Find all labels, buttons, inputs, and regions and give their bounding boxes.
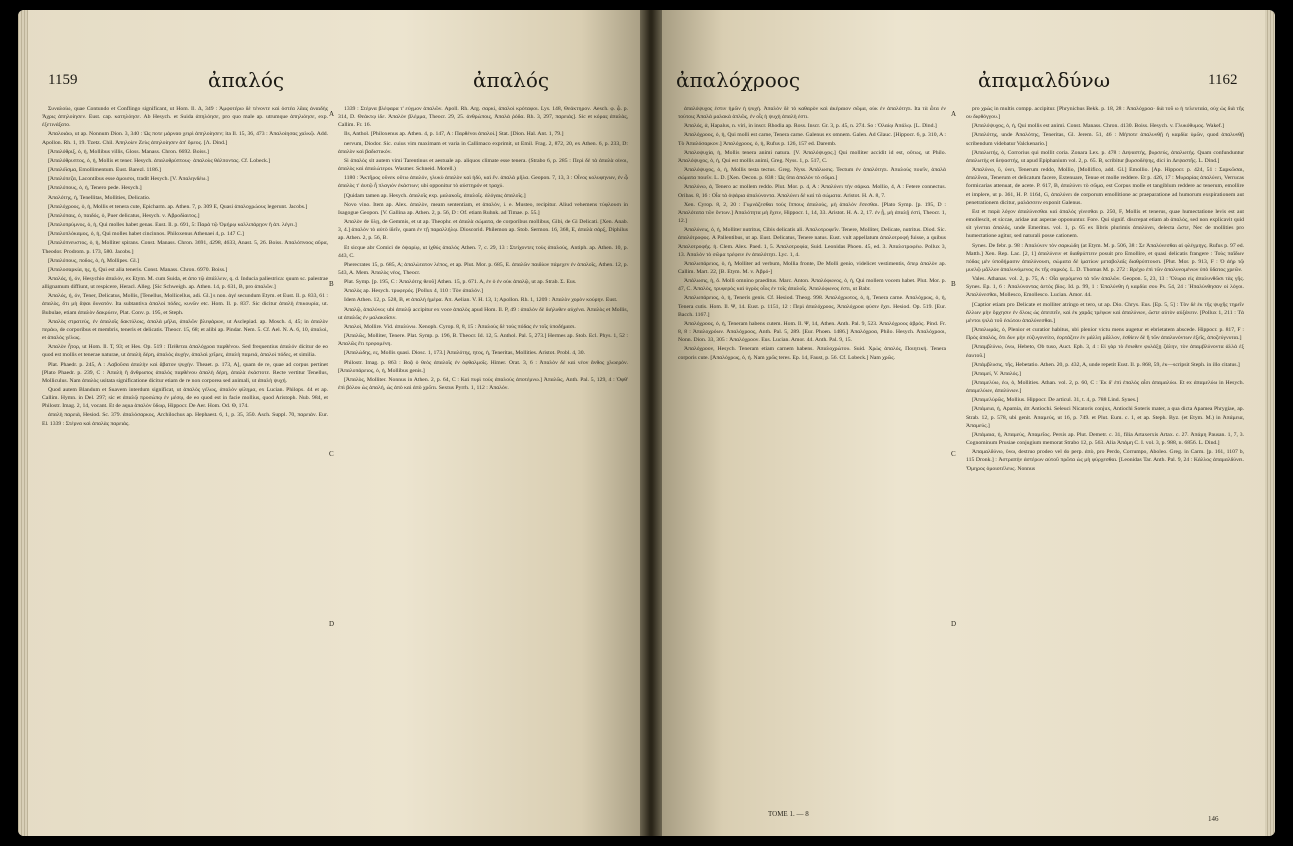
dictionary-entry: [Ἀπαλόψυχος, ὁ, ἡ, Qui mollis est animi. Const. Manass. Chron. 4130. Boiss. Hesych. v. Γλυκόθυμος. Wakef.]	[972, 123, 1225, 130]
right-margin-letter-c: C	[951, 450, 956, 458]
book-spread	[18, 10, 1275, 836]
dictionary-entry: Plat. Symp. [p. 195, C : Ἁπαλότης θεοῦ] Athen. 15, p. 671. A, ἐν ὁ ἐν οὐκ ἁπαλῷ, ut ap. Strab. Σ. Eus.	[344, 279, 577, 286]
footer-number: 146	[1208, 815, 1219, 823]
dictionary-entry: Est et παρὰ λόγον ἁπαλύνεσθαι καὶ ἁπαλός γίνεσθαι p. 250, F, Mollis et tenerus, quae humectatione levis est aut emollescit, et siccae, aridae aut asperae opponuntur. Fore. Qui signif. discrepat etiam ab ἁπαλός, sed non explicavit quid sit γίνεται ἁπαλός, unde Emeritus. vol. 1, p. 65 ex Iibris plurimis ἁπαλύνει, delecta ὥστε, Nec de mollities pro humectatione agitur, sed naturali posse cationem.	[966, 208, 1244, 240]
dictionary-entry: Novo vino. Item ap. Alex. ἁπαλὸν, meam sententiam, et ἁπαλὸν, i. e. Musteo, recipitur. Aliud vehemens τύφλουσι in Isagogue Geopon. [V. Gallina ap. Athen. 2, p. 56, D : Of. etiam Ruhnk. ad Timae. p. 55.]	[338, 201, 628, 216]
dictionary-entry: Plat. Phaedr. p. 245, A : Λαβοῦσα ἁπαλὴν καὶ ἄβατον ψυχήν. Theaet. p. 173, A], quam de re, quae ad corpus pertinet [Plato Phaedr. p. 239, C : Ἁπαλὴ ἢ ἄνθρωπος ἁπαλὸς παρθένου ἁπαλὴ δέρη, ἁπαλὰ ἑκάστοτε. Recte vertitur Tenellus, Molliculus. Nam ἁπαλὸς usitata significatione dicitur etiam de re non corporea sed animali, ut ἁπαλὴ ψυχή.	[42, 361, 328, 384]
dictionary-entry: Ἀπαλὸς στρατεὺς, ἐν ἁπαλοῖς δακτύλοις, ἁπαλὰ μῆλα, ἁπαλῶν βλεφάρων, ut Asclepiad. ap. Mosch. 4, 45; in ἁπαλὸν περάω, de corporibus et membris, teneris et delicatis. Theocr. 15, 68; et alibi ap. Pindar. Nem. 5. Cf. Ael. N. A. 6, 10, ἁπαλοὶ, et ἁπαλὸς γέλως.	[42, 318, 328, 342]
right-running-head-left: ἀπαλόχροος	[676, 68, 801, 92]
dictionary-entry: [Ἀπαλώδης, ες, Mollis quasi. Diosc. 1, 173.] Ἁπαλότης, ητος, ἡ, Teneritas, Mollities. Aristot. Probl. 4, 30.	[344, 350, 585, 357]
dictionary-entry: Ἀπαλόψυχος, ὁ, ἡ, Mollis testa tectus. Greg. Nyss. Ἀπάλωσις. Tectum ἐν ἁπαλότητι. Ἀπαλοὺς ποιεῖν, ἁπαλὰ σώματα ποιεῖν. L. D. [Xen. Oecon. p. 838 : Ὡς ὕπα ἁπαλὸν τὸ σῶμα.]	[678, 167, 946, 182]
dictionary-entry: Philostr. Imag. p. 863 : Βοᾷ ὁ θεὸς ἁπαλοῖς ἐν ὀφθαλμοῖς. Himer. Orat. 3, 6 : Ἀπαλὸν δὲ καὶ νέον ἄνθος χλωερόν. [Ἀπαλοπάρειος, ὁ, ἡ, Mollibus genis.]	[338, 359, 628, 374]
dictionary-entry: Ἀπαλός, ἁ, Hapalus, n. viri, in inscr. Rhodia ap. Ross. Inscr. Gr. 3, p. 45, n. 274. So : Ὀλαίῳ Ἀπάλῳ. [L. Dind.]	[684, 123, 937, 130]
right-column-a	[678, 105, 946, 805]
dictionary-entry: pro χρὼς in multis compp. accipitur. [Phrynichus Bekk. p. 18, 28 : Ἀπαλόχροα· διὰ τοῦ ω ἡ τελευταία, οὐχ ὡς διὰ τῆς ου διφθόγγου.]	[966, 106, 1244, 121]
dictionary-entry: Ils, Anthol. [Philoxenus ap. Athen. 4, p. 147, A : Παρθένοι ἁπαλοί.] Stat. [Dion. Hal. Ant. 1, 79.]	[344, 131, 564, 138]
dictionary-entry: Ἀπαλός, ή, όν, Hesychio ἁπαλόν, ex Etym. M. cum Suida, et ἀπο τῷ ἁπάλλειν, q. d. Inducia paliestrica: quum sc. palestrae allignamum diffiunt, ut respicere, Heracl. Alleg. [Sic Schweigh. ap. Athen. 14, p. 631, B, pro ἀπαλῶν.]	[42, 275, 328, 291]
right-margin-letter-b: B	[951, 280, 956, 288]
dictionary-entry: Vales. Athanas. vol. 2, p. 75, A : Οἷα φερόμενα τὰ τῶν ἁπαλῶν. Geopon. 5, 23, 13 : Ὄλυρα εἰς ἁπαλυνθῶσι τὰς γῆς. Synes. Ep. 1, 6 : Ἀπαλύνοντας ἀετὸς βίος. Id. p. 99, 1 : Ἐπαλύνθη ἡ καρδία σου Ps. 54, 24 : Ἡπαλύνθησαν οἱ λόγοι. Ἀπαλύνεσθαι, Mollesco, Emollesco. Lucian. Amor. 44.	[966, 276, 1244, 299]
dictionary-entry: [Ἀπαλοπρύμνος, ὁ, ἡ, Qui molles habet genas. Eust. Il. p. 691, 5: Παρὰ τῷ Ὁμήρῳ καλλιπάρῃον ἢ ἀπ. λέγει.]	[48, 222, 297, 229]
dictionary-entry: [Ἀπαμελύρῶς, Mollius. Hippocr. De articul. 31, t. 4, p. 788 Lind. Synes.]	[972, 397, 1139, 404]
dictionary-entry: [Ἀπαλῶς, Molliter, Tenere. Plat. Symp. p. 196, B. Theocr. Id. 12, 5. Anthol. Pal. 5, 273.] Hermes ap. Stob. Ecl. Phys. 1, 52 : Ἀπαλῶς ἔτι τρεφομένη.	[338, 333, 628, 348]
dictionary-entry: Ἀπαλὸν de ὕλῃ, de Gemmis, et ut ap. Theophr. et ἁπαλὰ σώματα, de corporibus mollibus, Gibi, de Gi Delicati. [Xen. Anab. 3, 4.] ἀπαλὸν τὸ αὐτὸ ἰδεῖν, quam ἐν τῇ παραλλήλῳ. Dioscorid. Philemon ap. Stob. Sermon. 16, 368, E, ἀπαλὰ σάρξ, Diphilus ap. Athen. 2, p. 56, B.	[338, 219, 628, 242]
left-column-a	[42, 105, 328, 820]
dictionary-entry: Συναλοίω, quae Contundo et Conflingo significant, ut Hom. Il. Δ, 349 : Ἀμφοτέρω δὲ τένοντε καὶ ὀστέα λᾶας ἀναιδὴς Ἄχρις ἀπηλοίησεν. Eust. cap. κατηλόησε. Ab Hesych. et Suida ἀπηλόησε, pro quo male ap. utrumque ἀπηλιόησε, exp. ἐξετινάξατο.	[42, 106, 328, 129]
dictionary-entry: [Ἀπάμεια, ἡ, Apamia, ἁπ Antiochi. Seleuci Nicatoris conjux, Antiochi Soteris mater, a qua dicta Apamea Phrygiae, ap. Strab. 12, p. 578, ubi genit. Ἀπαμεύς, ut 16, p. 749. et Plut. Eum. c. 1, et ap. Steph. Byz. (et Etym. M.) in Ἀπάμεια, Ἀπαμεύς.]	[966, 406, 1244, 429]
dictionary-entry: Ἀπαλωπάρειος, ὁ, ἡ, Molliter ad verbum, Mollia fronte, De Molli genio, videlicet vestimentis, ὅπερ ἁπαλὸν ap. Callim. Mart. 22, [B. Etym. M. v. Ἀβρό-]	[678, 260, 946, 275]
right-running-head: ἀπαμαλδύνω	[978, 68, 1111, 92]
left-page-edge	[18, 10, 28, 836]
dictionary-entry: [Ἀπαλόχροος, ὁ, ἡ, Mollis et tenera cute, Epicharm. ap. Athen. 7, p. 309 E, Quasi ἀπαλοχρώους legerunt. Jacobs.]	[48, 203, 308, 210]
dictionary-entry: Ἀπαλόχροος, ὁ, ἡ, Teneram habens cutem. Hom. Il. Ψ, 14, Athen. Anth. Pal. 9, 523. Ἀπαλόχροος ἁβρός. Pind. Fr. 8, 8 : Ἀπαλοχρόων. Ἀπαλόχροος, Anth. Pal. 5, 289. [Eur. Phoen. 1486.] Ἀπαλόχροα, Philo. Hesych. Ἀπαλόχροοι, Nonn. Dion. 33, 305 : Ἀπαλόχροον. Eus. Lucian. Amor. 44. Anth. Pal. 9, 15.	[678, 320, 946, 344]
dictionary-entry: [Ἀπαλόπαις, ὁ, παιδός, ὁ, Puer delicatus, Hesych. v. Ἁβροδίαιτος.]	[48, 212, 200, 219]
left-page	[18, 10, 658, 836]
dictionary-entry: [Ἀπαμβλύνω, ῠνω, Hebeto, Ob tuso, Auct. Eph. 3, 4 : Εἰ γὰρ τὸ ἔσωθεν φυλάξῃ ζάλην, τὸν ἁπαμβλύνοντα ἀλλὰ ἐξ ἑαυτοῦ.]	[966, 344, 1244, 359]
margin-letter-c: C	[329, 450, 334, 458]
dictionary-entry: [Ἀπαμελύω, ἐω, ὁ, Mollities. Athan. vol. 2, p. 60, C : Ἐκ δ' ἐπὶ ἐπαλὸς αἶσι ἁπαμαλύω. Et ex ἀπαμελύω in Hesych. ἁπαμελύων, ἁπαλύνων.]	[966, 380, 1244, 395]
dictionary-entry: Idem Athen. 12, p. 528, B, et ἀπαλὴ ἡμέρα. Ἀπ. Aelian. V. H. 13, 1; Apollon. Rh. 1, 1209 : Ἁπαλὸν χορὸν κούρην. Eust.	[344, 297, 618, 304]
footer-signature: TOME 1. — 8	[768, 810, 809, 818]
dictionary-entry: Ἀπαλὸς ap. Hesych. τρυφερός. [Pollux 4, 110 : Τὸν ἀπαλόν.]	[344, 288, 483, 295]
dictionary-entry: [Ἀπαλόθριξ, ὁ, ἡ, Mollibus villis, Gloss. Manass. Chron. 6692. Boiss.]	[48, 148, 209, 155]
right-page-number: 1162	[1208, 72, 1238, 88]
dictionary-entry: [Ἀπαλόπνευστος, ὁ, ἡ, Molliter spirans. Const. Manass. Chron. 3691, 4298, 4633, Anast. 5, 26. Boiss. Ἀπαλόπνοος αὔρα, Theodor. Prodrom. p. 173, 580. Jacobs.]	[42, 240, 328, 255]
dictionary-entry: [Ἀπαλόπους, ὁ, ἡ, Tenero pede. Hesych.]	[48, 185, 142, 192]
dictionary-entry: [Quidam tamen ap. Hesych. ἁπαλοῖς exp. μαλακοῖς, ἀπαλοῖς. ἁλόγαις ἁπαλοῖς.]	[344, 192, 526, 199]
dictionary-entry: Quod autem Blandum et Suavem interdum significat, ut ἁπαλὸς γέλως, ἁπαλὸν φίλημα, ex Lucian. Philops. 44 et ap. Callim. Hymn. in Del. 297; sic et ἁπαλῷ προσώπῳ ἐν μέσῳ, de eo quod est in facie mollius, quod Aristoph. Nub. 984, et Philostr. Imag. 2, 14, vocant. Et de aqua ἁπαλὸν ὕδωρ, Hippocr. De Aer. Hom. Od. Θ, 174.	[42, 387, 328, 410]
dictionary-entry: [Ἀπάμβλυσις, τῆς, Hebetatio. Athen. 20, p. 432, A, unde repetit Eust. Il. p. 868, 59, ἐκ—scripsit Steph. in illo citatus.]	[972, 361, 1240, 368]
dictionary-entry: Pherecrates 15, p. 685, A; ἁπαλώτατον λέπος, et ap. Plut. Mor. p. 685, E. ἀπαλῶν παιδίων πάρεχεν ἐν ἀπαλοῖς, Athen. 12, p. 543, A. Mem. Ἁπαλὸς νέος, Theocr.	[338, 261, 628, 276]
dictionary-entry: Ἀπαλύνεις, ὁ, ἡ, Molliter nutritus, Cibis delicatis ali. Ἀπαλοτροφεῖν. Tenere, Molliter, Delicate, nutritus. Diod. Sic. ἁπαλότροφος. A Pallentibus, ut ap. Eust. Delicatus, Tenere natus. Eust. vult appellatum ἀπαλοτροφή fuisse, a quibus Ἀπαλοτροφής. ἡ. Clem. Alex. Paed. 1, 5. Ἀπαλοτροφία, Suid. Leonidas Phoen. 45, ed. 3. Ἀπαλοτροφέω. Pollux 3, 13. Ἀπαλὸν τὸ σῶμα τρέφειν ἐν ἁπαλότητι. Lyc. 1, 4.	[678, 227, 946, 258]
dictionary-entry: Ἀπαλύνω, ῡ, ύνει, Tenerum reddo, Mollio, [Mollifico, add. Gl.] Emollio. [Ap. Hippocr. p. 424, 51 : Σαρκῶσαι, ἁπαλῦναι, Tenerum et delicatum facere, Extenuare, Tenue et molle reddere. Et p. 426, 17 : Μυραρίας ἁπαλύνει, Verrucas formicarias attenuat, de acete. P. 617, B, ἁπαλύνει τὸ σῶμα, est Corpus molle et tangiblum reddere ac tenerum, emollire et implere, ut p. 361, H. P. 1164, G, ἁπαλύνει de corporum emollitione ac praeparatione ad humorum exspirationem aut penetrationem dicitur, μαλάσσειν exponit Galenus.	[966, 167, 1244, 206]
dictionary-entry: Ἀπαλοιάω, ut ap. Nonnum Dion. 3, 340 : Ὡς ποτε μάρναο χειρὶ ἀπηλοίησεν; ita Il. 15, 36, 473 : Ἀπαλοίησας χαλκῷ. Add. Apollon. Rh. 1, 19. Tzetz. Chil. Ἀπηλοίεν Ζεὺς ἀπηλοίησεν ἀπ' ὄρεος. [Λ. Dind.]	[42, 131, 328, 146]
dictionary-entry: [Ἀπαμεί, V. Ἀπαλός.]	[972, 370, 1022, 377]
dictionary-entry: Ἀπαλωπάρειος, ὁ, ἡ, Teneris genis. Cf. Hesiod. Theog. 998. Ἀπαλόχρωτος, ὁ, ἡ, Tenera carne. Ἀπαλόχρως, ὁ, ἡ, Tenera cutis. Hom. Il. Ψ, 14. Eust. p. 1151, 12 : Περὶ ἁπαλόχροος, Ἀπαλόχροα φύσιν ἔχει. Hesiod. Op. 519. [Eur. Bacch. 1167.]	[678, 295, 946, 318]
dictionary-entry: Ἁπαλῷ, ἁπαλύνω; ubi ἁπαλῷ accipitur ex voce ἁπαλὸς apud Hom. Il. Ρ, 49 : ἁπαλὸν δὲ διήλυθεν αὐχένα. Ἁπαλὸς et Mollis, ut ἀπαλῶς ἐν μαλακοῖσιν.	[338, 306, 628, 321]
right-page	[648, 10, 1275, 836]
dictionary-entry: [Ἀπαλόθρυπτος, ὁ, ἡ, Mollis et tener. Hesych. ἀπαλοθρύπτους· ἀπαλοὺς θάλποντας. Cf. Lobeck.]	[48, 157, 271, 164]
dictionary-entry: [Ἀπαλὸς, Molliter. Nonnus in Athen. 2, p. 64, C : Καὶ πυρὶ τοὺς ἀπαλοὺς ἀποτέμνω.] Ἁπαλῶς, Anth. Pal. 5, 129, 4 : Ὀφθ' ἐπὶ βόλου ὡς ἁπαλή, ὡς ἀπὸ καὶ ἀπὸ χρῶτι. Sextus Pyrrh. 1, 112 : Ἀπαλόν.	[338, 376, 628, 391]
dictionary-entry: nervum, Diodor. Sic. cuius vim maximam et varia in Callimaco exprimit, ut Emil. Frag. 2, 872, 20, ex Athen. 6, p. 233, D: ἁπαλὸν καὶ βαδιστικόν.	[338, 140, 628, 155]
dictionary-entry: Ἁπαλοὶ, Mollire. Vid. ἀπαλύνω. Xenoph. Cyrop. 8, 8, 15 : Ἀπαλοὺς δὲ τοὺς πόδας ἐν τοῖς ὑποδήμασι.	[344, 323, 576, 330]
left-page-number: 1159	[48, 72, 78, 88]
right-column-b	[966, 105, 1244, 805]
dictionary-entry: ἁπαλόψυχος ἐστιν ἡμῶν ἡ ψυχή. Ἀπαλὸν δὲ τὸ καθαρὸν καὶ ἀκέραιον σῶμα, οὐκ ἐν ἁπαλότητι. Ita τὰ ὦτα ἐν τούτοις Ἀπαλὰ μαλακὰ ἁπλῶς, ἐν οἷς ἡ ψυχὴ ἁπαλὴ ἐστι.	[678, 106, 946, 121]
dictionary-entry: Ἀπάλωσις, ἡ, ὅ. Molli omnino praeditus. Marc. Anton. Ἀπαλόφωνος, ὁ, ἡ, Qui mollem vocem habet. Plut. Mor. p. 47, C. Ἀπαλὸς, τρυφερὸς καὶ ὑγρὸς οἷος ἐν τοῖς ἁπαλοῖς. Ἀπαλόφωνος ἐστι, ut Babr.	[678, 278, 946, 293]
dictionary-entry: Si ἁπαλὸς sit autem vimi Tarentinus et aestuale ap. aliquos climate esse tenera. (Strabo 6, p. 285 : Περὶ δὲ τὰ ἀπαλὰ οἰνοι, ἁπαλὸς καὶ ἀπαλώτεροι. Wasmer. Schneid. Morell.)	[338, 157, 628, 173]
dictionary-entry: Ἀπαλύνω, ἁ, Tenero ac mollem reddo. Plut. Mor. p. 4, A : Ἀπαλύνει τὴν σάρκα. Mollio, 4, A : Fetere connectus. Oribas. 8, 16 : Οἷα τὰ ὀψάρια ἁπαλύνοντα. Ἁπαλύνει δὲ καὶ τὰ σώματα. Aristot. H. A. 8, 7.	[678, 184, 946, 199]
margin-letter-a: A	[329, 110, 335, 118]
dictionary-entry: Xen. Cyrop. 8, 2, 20 : Γυμνάζεσθαι τοὺς ἵππους ἁπαλοὺς, μὴ ἁπαλὸν ἔσεσθαι. [Plato Symp. [p. 195, D : Ἁπαλότατα τῶν ὄντων.] Ἀπαλότητα μὴ ἔχειν, Hippocr. 1, 14, 33. Aristot. H. A. 2, 17. ἐν ᾗ, μὴ ἁπαλῇ ἐστὶ, Theocr. 1, 12.]	[678, 201, 946, 225]
dictionary-entry: [Captior etiam pro Delicate et molliter atringo et tero, ut ap. Dio. Chrys. Eus. [Ep. 5, 5] : Τὸν δὲ ἐκ τῆς ψυχῆς τηρεῖν ἄλλων μὴν ὄρχησιν ἐν ὅλοις ὡς ἀπειπεῖν, καὶ ἐκ χαρᾶς τρέφων καὶ ἁπαλύνων, ὥστε αὐτὸν αὐξάνειν. [Pollux 1, 211 : Τὰ μέντοι ψιλὰ τοῦ ἐσώτου ἁπαλύνεσθαι.]	[966, 301, 1244, 324]
dictionary-entry: Ἀπαλόχροον, Hesych. Teneram etiam carnem habens. Ἀπαλοχρώτου. Suid. Χρὼς ἁπαλός, Ποιητική. Tenera corporis cute. [Ἀπαλόχρως, ὁ, ἡ. Nam χρῶς teres. Ep. 14, Faust, p. 56. Cf. Lobeck.] Nam χρῶς.	[678, 346, 946, 361]
dictionary-entry: Ἀπαλόχροος, ὁ, ἡ, Qui molli est carne, Tenera carne. Galenus ex omnem. Galen. Ad Glauc. [Hippocr. 6, p. 310, A : Τὸ Ἀπαλόσαρκον.] Ἀπαλόχροος, ὁ, ἡ, Rufus p. 126, 157 ed. Daremb.	[678, 132, 946, 147]
dictionary-entry: [Ἀπαλωτής, ὁ, Corrorius qui mollit coria. Zonara Lex. p. 478 : Δεψαστής, βυρσεύς, ἁπαλωτής. Quam confunduntur ἁπαλωτὴς et δεψαστής, ut apud Epiphanium vol. 2, p. 65. B, scribitur βυρσοδέψης, dici in Δεψαστῆς. L. Dind.]	[966, 149, 1244, 164]
right-page-edge	[1265, 10, 1275, 836]
left-running-head: ἀπαλός	[208, 68, 285, 92]
dictionary-entry: Ἁπαλός, ή, όν, Tener, Delicatus, Mollis, [Tenellus, Mollicellus, adi. Gl.] s non. ἀγέ secundum Etym. et Eust. Il. p. 833, 61 : ἁπαλὸς, ὅτι μὴ ἅψαι δυνατόν. Ita subtantiva ἀπαλοὶ πόδες, κυνῶν etc. Hom. Il. p. 837. Sic dicitur ἁπαλὴ ἐπικουρία, ut. Bubulae, etiam ἀπαλὸν δακρύειν, Plat. Conv. p. 195, et Steph.	[42, 293, 328, 316]
dictionary-entry: [Ἀπαλωμάς, ὁ, Plenior et curatior habitus, ubi plenior victu mens augetur et ebrietatem abscede. Hippocr. p. 817, F : Πρὸς ἀπαλὸς, ὅτι δυν μὴν εὐζυγονείτο, ἐορτάζειν ἐν μάλλη μᾶλλον, ἐσθίειν δὲ ἢ τῶν ἀπαλυνόντων ἐξεῖς, ἀποζεύγνυται.]	[966, 327, 1244, 342]
dictionary-entry: [Ἀπάμαια, ἡ, Ἀπαμεύς, Ἀπαμεῖος. Persis ap. Plut. Demetr. c. 31, filia Artaxerxis Artax. c. 27. Ἀπάμη Pausan. 1, 7, 3. Cognominum Prusiae conjugium memorat Strabo 12, p. 563. Alia Ἀπάμη C. I. vol. 3, p. 988, n. 6856. L. Dind.]	[966, 431, 1244, 447]
right-margin-letter-d: D	[951, 620, 957, 628]
dictionary-entry: Ἀπαλοψυχία, ἡ, Mollis tenera animi natura. [V. Ἀπαλόψυχος.] Qui molliter accidit id est, οὔτως, ut Philo. Ἀπαλόψυχος, ὁ, ἡ, Qui est mollis animi, Greg. Nyss. 1, p. 517, C.	[678, 149, 946, 164]
right-margin-letter-a: A	[951, 110, 957, 118]
margin-letter-d: D	[329, 620, 335, 628]
dictionary-entry: 1180 : Ἄκτῆρος οὕνεκ οὕτω ἁπαλόν, γλυκὺ ἁπαλὸν καὶ ἡδύ, καὶ ἕν. ἁπαλὰ μῆλα. Geopon. 7, 13, 3 : Οἶνος κολυφηνων, ἐν ᾧ ἁπαλὸς τ' ἀυτῷ ἦ πλαγιὸν ἐκάστων; ubi opponitur τὸ αὐστηρόν et τραχύ.	[338, 175, 628, 190]
dictionary-entry: ἁπαλὴ παρειὰ, Hesiod. Sc. 379. ἁπαλόσαρκος, Archilochus ap. Hephaest. 6, 1, p. 35, 350. Asch. Suppl. 70, παρειὰν. Eur. El. 1339 : Στέρνα καὶ ἁπαλὰς παρειάς.	[42, 412, 328, 427]
dictionary-entry: 1339 : Στέρνα βλέφαρα τ' εὐγμον ἁπαλῶν. Apoll. Rh. Arg. σαρκί, ἁπαλοὶ κρόταφοι. Lys. 148, Θεάκτηρον. Aesch. φ. ᾧ. p. 314, D. Θεάκτῳ ἰδε. Ἀπαλὸν βλέμμα, Theocr. 29, 25. ἀνθρώποις, Ἀπαλὰ ῥόδα. Rh. 3, 297, παρειάς]. Sic et κόρας ἀπαλὰς, Callim. Fr. 16.	[338, 106, 628, 129]
dictionary-entry: Et sicque abr Comici de ὀψαρίῳ, ut ἰχθύς ἁπαλός Athen. 7, c. 29, 13 : Στείχοντες τοὺς ἁπαλοὺς, Antiph. ap. Athen. 10, p. 443, C.	[338, 244, 628, 259]
dictionary-entry: Ἀπαλότης, ἡ, Tenellitas, Mollities, Delicatio.	[48, 194, 151, 201]
dictionary-entry: [Ἀπαλόϊσμα, Emollimentum. Eust. Barezl. 1186.]	[48, 167, 162, 174]
dictionary-entry: [Ἀπαλοπλόκαμος, ὁ, ἡ, Qui molles habet cincinnos. Philoxenus Athenaei 4, p. 147 C.]	[48, 231, 244, 238]
dictionary-entry: [Ἀπαλόπους, ποδος, ὁ, ἡ, Mollipes. Gl.]	[48, 257, 139, 264]
dictionary-entry: Ἁπαλὸν ἦτορ, ut Hom. Il. Τ, 93; et Hes. Op. 519 : Πείθεται ἁπαλόχροα παρθένου. Sed frequentius ἁπαλόν dicitur de eo quod est mollis et tenerae naturae, ut ἁπαλὴ δέρη, ἁπαλὸς ἀυχὴν, ἁπαλαὶ χεῖρες, ἁπαλὴ παρειά, ἁπαλοὶ πόδες, et similia.	[42, 344, 328, 359]
dictionary-entry: [Ἀπαλότης, unde Ἀπαλότης, Teneritas, Gl. Jerem. 51, 46 : Μήποτε ἁπαλυνθῇ ἡ καρδία ὑμῶν, quod ἁπαλυνθῇ scribendum videbatur Valckenario.]	[966, 132, 1244, 147]
dictionary-entry: Ἀπαμαλδύνω, ὕνω, destruo prodeo vel do perp. ἀπὸ, pro Perdo, Corrumpo, Aboleo. Greg. in Carm. [p. 161, 1107 b, 115 Dronk.] : Ἀστραπὴν ἀστέρων αὐτοῦ πρῶτα ὡς μὴ φύρχεσθαι. [Leonidas Tar. Anth. Pal. 9, 24 : Κάλλος ἀπαμαλδύνει. Ὅμηρος ὁμοιοτέλευς. Nonnus	[966, 449, 1244, 472]
dictionary-entry: Synes. De febr. p. 98 : Ἀπαλύνεν τὸν σαρκώδη (at Etym. M. p. 506, 38 : Σε Ἀπαλύνεσθαι αἱ φλέγμηγς. Rufus p. 97 ed. Matth.] Xen. Rep. Lac. [2, 1] ἁπαλύνειν et διαθρύπτειν posuit pro Emollire, et quasi delicatis frangere : Τοὺς παῖδων πόδας μὲν ὑποδήμασιν ἁπαλύνουσι, σώματα δὲ ἱματίων μεταβολαῖς διαθρύπτουσι. [Plut. Mor. p. 913, F : Ὁ ἀὴρ τῷ μυελῷ μᾶλλον ἁπαλυνόμενος ἐκ τῆς σαρκός. L. D. Thomas M. p. 272 : Βρέχω ἐπὶ τῶν ἁπαλυνομένων ὑπὸ ὕδατος χρεῶν.	[966, 242, 1244, 273]
dictionary-entry: [Ἀπαλόπεζα, Lacontibus esse ἀμοισοι, tradit Hesych. [V. Ἀπαληνδέω.]	[48, 176, 209, 183]
book-gutter	[640, 10, 662, 836]
left-column-b	[338, 105, 628, 820]
dictionary-entry: [Ἀπαλοσαρκία, ης, ἡ, Qui est alia teneris. Const. Manass. Chron. 6970. Boiss.]	[48, 266, 228, 273]
margin-letter-b: B	[329, 280, 334, 288]
left-running-head-right: ἀπαλός	[473, 68, 550, 92]
